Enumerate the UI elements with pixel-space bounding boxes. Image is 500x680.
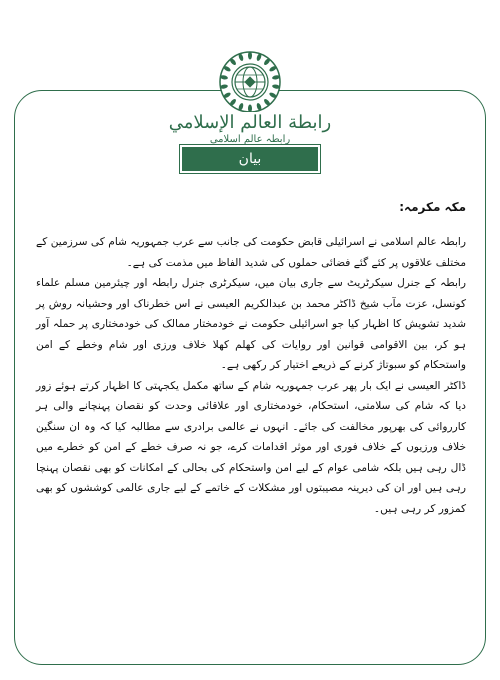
paragraph: رابطہ عالم اسلامی نے اسرائیلی قابض حکومت کی جانب سے عرب جمہوریہ شام کی سرزمین کے مختلف علاقوں پر کئے گئے فضائی حملوں کی شدید الفاظ میں مذمت کی ہے۔ (36, 236, 466, 269)
dateline-location: مکہ مکرمہ: (399, 200, 466, 214)
statement-body (36, 196, 466, 519)
paragraph: رابطہ کے جنرل سیکرٹریٹ سے جاری بیان میں، سیکرٹری جنرل رابطہ اور چیئرمین مسلم علماء کونسل، عزت مآب شیخ ڈاکٹر محمد بن عبدالکریم العیسی نے اس خطرناک اور وحشیانہ روش پر شدید تشویش کا اظہار کیا جو اسرائیلی حکومت نے خودمختار ممالک کی خودمختاری پر حملہ آور ہو کر، بین الاقوامی قوانین اور روایات کی کھلم کھلا خلاف ورزی اور شام وخطے کے امن واستحکام کو سبوتاژ کرنے کے ذریعے اختیار کر رکھی ہے۔ (36, 277, 466, 371)
paragraph: ڈاکٹر العیسی نے ایک بار پھر عرب جمہوریہ شام کے ساتھ مکمل یکجہتی کا اظہار کرتے ہوئے زور دیا کہ شام کی سلامتی، استحکام، خودمختاری اور علاقائی وحدت کو نقصان پہنچانے والی ہر کارروائی کی بھرپور مخالفت کی جائے۔ انہوں نے عالمی برادری سے مطالبہ کیا کہ وہ ان سنگین خلاف ورزیوں کے خلاف فوری اور موثر اقدامات کرے، جو نہ صرف خطے کے امن کو خطرے میں ڈال رہی ہیں بلکہ شامی عوام کے لیے امن واستحکام کی بحالی کے امکانات کو بھی نقصان پہنچا رہی ہیں اور ان کی دیرینہ مصیبتوں اور مشکلات کے خاتمے کے لیے جاری عالمی کوششوں کو بھی کمزور کر رہی ہیں۔ (36, 379, 466, 515)
organization-name: رابطة العالم الإسلامي (150, 112, 350, 134)
globe-emblem-icon (219, 51, 281, 113)
organization-subtitle: رابطہ عالم اسلامی (209, 134, 291, 145)
letterhead (0, 0, 500, 175)
statement-badge: بیان (182, 147, 318, 171)
